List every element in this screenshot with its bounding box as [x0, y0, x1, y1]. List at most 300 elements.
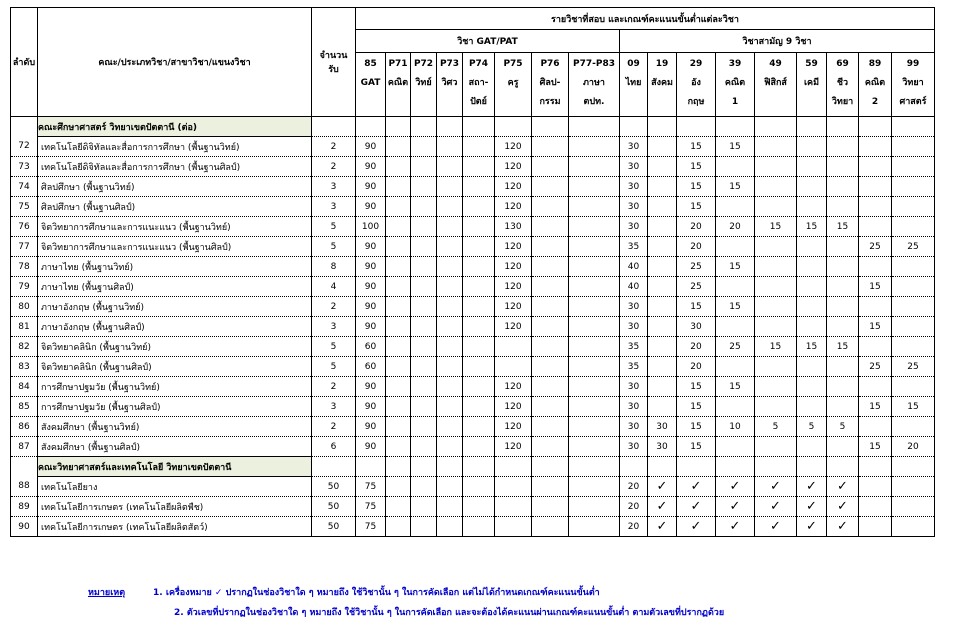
- score-cell: [463, 257, 495, 277]
- score-cell: 90: [356, 177, 386, 197]
- score-cell: 120: [495, 137, 532, 157]
- score-cell: 15: [677, 177, 716, 197]
- score-cell: [386, 477, 411, 497]
- program-name: จิตวิทยาการศึกษาและการแนะแนว (พื้นฐานวิทย์): [38, 217, 312, 237]
- score-cell: [386, 417, 411, 437]
- check-icon: ✓: [755, 477, 797, 497]
- score-cell: 15: [716, 137, 755, 157]
- section-blank-cell: [356, 117, 386, 137]
- section-blank-cell: [495, 117, 532, 137]
- score-cell: 120: [495, 397, 532, 417]
- program-name: ภาษาไทย (พื้นฐานศิลป์): [38, 277, 312, 297]
- score-cell: [386, 217, 411, 237]
- score-cell: [827, 177, 859, 197]
- score-cell: [892, 477, 935, 497]
- seat-count: 8: [312, 257, 356, 277]
- check-icon: ✓: [648, 517, 677, 537]
- section-blank-cell: [386, 117, 411, 137]
- score-cell: [532, 497, 569, 517]
- score-cell: 90: [356, 257, 386, 277]
- score-cell: [386, 297, 411, 317]
- score-cell: [463, 517, 495, 537]
- score-cell: 30: [620, 157, 648, 177]
- score-cell: [532, 177, 569, 197]
- score-cell: [495, 357, 532, 377]
- seat-count: 5: [312, 217, 356, 237]
- score-cell: 25: [677, 277, 716, 297]
- score-cell: [892, 297, 935, 317]
- score-cell: [569, 177, 620, 197]
- table-row: [11, 177, 935, 197]
- score-cell: 90: [356, 397, 386, 417]
- score-cell: [532, 197, 569, 217]
- subject-header-l1: 29: [689, 59, 703, 69]
- score-cell: [463, 397, 495, 417]
- score-cell: [463, 177, 495, 197]
- score-cell: 25: [892, 237, 935, 257]
- score-cell: [892, 277, 935, 297]
- section-blank-cell: [892, 457, 935, 477]
- score-cell: 15: [797, 217, 827, 237]
- program-name: เทคโนโลยีการเกษตร (เทคโนโลยีผลิตพืช): [38, 497, 312, 517]
- row-number: 81: [11, 317, 38, 337]
- score-cell: 35: [620, 237, 648, 257]
- table-row: [11, 377, 935, 397]
- subject-header-l2: ชีว: [836, 78, 849, 88]
- section-blank-cell: [569, 457, 620, 477]
- section-title: คณะศึกษาศาสตร์ วิทยาเขตปัตตานี (ต่อ): [38, 117, 312, 137]
- score-cell: 90: [356, 317, 386, 337]
- subject-header-l3: [620, 93, 647, 112]
- score-cell: [463, 297, 495, 317]
- table-row: [11, 477, 935, 497]
- score-cell: 5: [797, 417, 827, 437]
- section-row: [11, 457, 935, 477]
- score-cell: 120: [495, 197, 532, 217]
- note-1-text: 1. เครื่องหมาย ✓ ปรากฏในช่องวิชาใด ๆ หมายถึง ใช้วิชานั้น ๆ ในการคัดเลือก แต่ไม่ได้กำหนดเกณฑ์คะแนนขั้นต่ำ: [153, 588, 600, 598]
- score-cell: [437, 517, 463, 537]
- score-cell: [892, 377, 935, 397]
- header-gat-group: วิชา GAT/PAT: [356, 30, 620, 53]
- program-name: ภาษาไทย (พื้นฐานวิทย์): [38, 257, 312, 277]
- score-cell: [827, 157, 859, 177]
- table-row: [11, 417, 935, 437]
- seat-count: 2: [312, 417, 356, 437]
- program-name: สังคมศึกษา (พื้นฐานวิทย์): [38, 417, 312, 437]
- score-cell: 40: [620, 277, 648, 297]
- subject-header-l3: [797, 93, 826, 112]
- score-cell: [892, 317, 935, 337]
- seat-count: 5: [312, 357, 356, 377]
- subject-header-l1: 89: [868, 59, 882, 69]
- score-cell: [716, 437, 755, 457]
- score-cell: 15: [716, 177, 755, 197]
- score-cell: [859, 217, 892, 237]
- score-cell: [569, 277, 620, 297]
- score-cell: [437, 337, 463, 357]
- subject-header-l3: [411, 93, 436, 112]
- score-cell: [859, 177, 892, 197]
- score-cell: 20: [620, 477, 648, 497]
- row-number: 83: [11, 357, 38, 377]
- section-blank-cell: [827, 457, 859, 477]
- score-cell: 30: [648, 437, 677, 457]
- score-cell: 20: [620, 497, 648, 517]
- score-cell: [411, 417, 437, 437]
- check-icon: ✓: [797, 517, 827, 537]
- note-line-2: [88, 606, 948, 626]
- subject-header-l3: [755, 93, 796, 112]
- score-cell: [437, 197, 463, 217]
- score-cell: [797, 257, 827, 277]
- row-number: 73: [11, 157, 38, 177]
- subject-header-l2: GAT: [360, 78, 381, 88]
- score-cell: [463, 197, 495, 217]
- score-cell: [386, 197, 411, 217]
- subject-header: [827, 53, 859, 117]
- section-blank-cell: [648, 117, 677, 137]
- score-cell: [797, 317, 827, 337]
- program-name: จิตวิทยาคลินิก (พื้นฐานวิทย์): [38, 337, 312, 357]
- subject-header-l3: [495, 93, 531, 112]
- section-blank-cell: [797, 457, 827, 477]
- score-cell: 120: [495, 417, 532, 437]
- section-blank-cell: [755, 117, 797, 137]
- score-cell: [569, 217, 620, 237]
- score-cell: [386, 397, 411, 417]
- subject-header-l1: 99: [906, 59, 920, 69]
- score-cell: [569, 417, 620, 437]
- score-cell: [569, 517, 620, 537]
- table-row: [11, 317, 935, 337]
- score-cell: [648, 257, 677, 277]
- score-cell: 35: [620, 357, 648, 377]
- score-cell: 15: [827, 217, 859, 237]
- section-blank-cell: [677, 457, 716, 477]
- subject-header: [356, 53, 386, 117]
- score-cell: [411, 317, 437, 337]
- score-cell: [411, 197, 437, 217]
- criteria-table-wrapper: [10, 7, 935, 537]
- program-name: เทคโนโลยีการเกษตร (เทคโนโลยีผลิตสัตว์): [38, 517, 312, 537]
- score-cell: [386, 177, 411, 197]
- check-icon: ✓: [716, 497, 755, 517]
- score-cell: 20: [677, 217, 716, 237]
- section-blank-cell: [437, 117, 463, 137]
- check-icon: ✓: [827, 497, 859, 517]
- score-cell: [495, 477, 532, 497]
- table-row: [11, 257, 935, 277]
- score-cell: [437, 157, 463, 177]
- score-cell: [411, 217, 437, 237]
- score-cell: [569, 437, 620, 457]
- subject-header-l2: สถา-: [468, 78, 489, 88]
- score-cell: [797, 137, 827, 157]
- score-cell: [716, 357, 755, 377]
- row-number: 76: [11, 217, 38, 237]
- subject-header-l1: P73: [439, 59, 460, 69]
- subject-header-l2: วิทยา: [902, 78, 924, 88]
- table-header: [11, 8, 935, 117]
- subject-header-l3: ศาสตร์: [899, 97, 927, 107]
- section-blank-cell: [716, 117, 755, 137]
- score-cell: [716, 277, 755, 297]
- score-cell: 25: [859, 237, 892, 257]
- row-number: 82: [11, 337, 38, 357]
- score-cell: 60: [356, 337, 386, 357]
- score-cell: 120: [495, 277, 532, 297]
- check-icon: ✓: [755, 497, 797, 517]
- score-cell: 15: [859, 397, 892, 417]
- score-cell: [755, 377, 797, 397]
- score-cell: [755, 277, 797, 297]
- subject-header-l3: [386, 93, 410, 112]
- score-cell: [569, 137, 620, 157]
- score-cell: [892, 257, 935, 277]
- score-cell: [569, 397, 620, 417]
- score-cell: [827, 377, 859, 397]
- table-row: [11, 197, 935, 217]
- seat-count: 2: [312, 297, 356, 317]
- subject-header: [755, 53, 797, 117]
- score-cell: [892, 217, 935, 237]
- score-cell: [569, 497, 620, 517]
- score-cell: [411, 437, 437, 457]
- subject-header-l1: P71: [388, 59, 408, 69]
- score-cell: [532, 257, 569, 277]
- subject-header-l1: 85: [364, 59, 377, 69]
- score-cell: 30: [620, 437, 648, 457]
- score-cell: [532, 217, 569, 237]
- score-cell: [648, 397, 677, 417]
- score-cell: [892, 177, 935, 197]
- score-cell: 25: [677, 257, 716, 277]
- program-name: การศึกษาปฐมวัย (พื้นฐานศิลป์): [38, 397, 312, 417]
- subject-header: [437, 53, 463, 117]
- subject-header-l3: กรรม: [539, 97, 561, 107]
- score-cell: 90: [356, 137, 386, 157]
- check-icon: ✓: [677, 497, 716, 517]
- score-cell: 90: [356, 197, 386, 217]
- row-number: 84: [11, 377, 38, 397]
- score-cell: 30: [677, 317, 716, 337]
- section-blank-cell: [356, 457, 386, 477]
- subject-header-l2: ไทย: [625, 78, 642, 88]
- seat-count: 4: [312, 277, 356, 297]
- subject-header: [620, 53, 648, 117]
- score-cell: 20: [716, 217, 755, 237]
- score-cell: [532, 417, 569, 437]
- section-blank-cell: [677, 117, 716, 137]
- score-cell: 20: [677, 337, 716, 357]
- score-cell: 15: [677, 137, 716, 157]
- score-cell: 120: [495, 157, 532, 177]
- score-cell: [411, 257, 437, 277]
- score-cell: [437, 437, 463, 457]
- score-cell: 90: [356, 157, 386, 177]
- score-cell: 15: [859, 437, 892, 457]
- score-cell: 15: [892, 397, 935, 417]
- score-cell: [411, 377, 437, 397]
- score-cell: [892, 197, 935, 217]
- score-cell: [827, 137, 859, 157]
- subject-header-l2: ครู: [507, 78, 519, 88]
- section-row: [11, 117, 935, 137]
- row-number: 74: [11, 177, 38, 197]
- score-cell: [755, 237, 797, 257]
- score-cell: 15: [755, 337, 797, 357]
- section-blank-cell: [312, 457, 356, 477]
- seat-count: 3: [312, 317, 356, 337]
- seat-count: 5: [312, 237, 356, 257]
- table-row: [11, 497, 935, 517]
- subject-header: [648, 53, 677, 117]
- score-cell: [463, 497, 495, 517]
- score-cell: [859, 417, 892, 437]
- table-row: [11, 277, 935, 297]
- score-cell: 15: [677, 197, 716, 217]
- section-blank-cell: [827, 117, 859, 137]
- score-cell: 25: [716, 337, 755, 357]
- row-number: 86: [11, 417, 38, 437]
- score-cell: 5: [755, 417, 797, 437]
- score-cell: 90: [356, 377, 386, 397]
- score-cell: 15: [716, 297, 755, 317]
- subject-header-l2: คณิต: [387, 78, 409, 88]
- score-cell: [411, 357, 437, 377]
- seat-count: 3: [312, 397, 356, 417]
- score-cell: [386, 337, 411, 357]
- score-cell: [859, 157, 892, 177]
- program-name: สังคมศึกษา (พื้นฐานศิลป์): [38, 437, 312, 457]
- score-cell: [411, 237, 437, 257]
- seat-count: 50: [312, 477, 356, 497]
- subject-header-l3: 1: [731, 97, 739, 107]
- score-cell: 15: [859, 277, 892, 297]
- score-cell: 90: [356, 237, 386, 257]
- score-cell: [532, 157, 569, 177]
- program-name: เทคโนโลยีดิจิทัลและสื่อการการศึกษา (พื้นฐานศิลป์): [38, 157, 312, 177]
- table-body: [11, 117, 935, 537]
- score-cell: [386, 357, 411, 377]
- subject-header-l2: ฟิสิกส์: [764, 78, 787, 88]
- score-cell: [386, 377, 411, 397]
- score-cell: [716, 397, 755, 417]
- score-cell: [827, 277, 859, 297]
- score-cell: [797, 357, 827, 377]
- subject-header-l2: ศิลป-: [539, 78, 561, 88]
- score-cell: [386, 237, 411, 257]
- score-cell: [411, 397, 437, 417]
- score-cell: [569, 477, 620, 497]
- subject-header-l3: ปัตย์: [470, 97, 487, 107]
- subject-header-l3: 2: [871, 97, 879, 107]
- seat-count: 3: [312, 177, 356, 197]
- score-cell: [648, 137, 677, 157]
- score-cell: 90: [356, 277, 386, 297]
- section-blank-cell: [411, 457, 437, 477]
- score-cell: [797, 377, 827, 397]
- score-cell: [437, 377, 463, 397]
- section-blank-cell: [495, 457, 532, 477]
- subject-header-l2: คณิต: [724, 78, 746, 88]
- score-cell: [827, 437, 859, 457]
- score-cell: 90: [356, 297, 386, 317]
- section-blank-cell: [620, 457, 648, 477]
- section-title: คณะวิทยาศาสตร์และเทคโนโลยี วิทยาเขตปัตตานี: [38, 457, 312, 477]
- score-cell: 75: [356, 497, 386, 517]
- score-cell: [532, 317, 569, 337]
- score-cell: 15: [677, 437, 716, 457]
- score-cell: 30: [620, 197, 648, 217]
- score-cell: 15: [677, 417, 716, 437]
- score-cell: 15: [677, 377, 716, 397]
- score-cell: 15: [677, 397, 716, 417]
- check-icon: ✓: [716, 517, 755, 537]
- score-cell: [569, 157, 620, 177]
- score-cell: [532, 477, 569, 497]
- score-cell: 20: [677, 357, 716, 377]
- subject-header-l1: P77-P83: [573, 59, 615, 69]
- check-icon: ✓: [677, 477, 716, 497]
- subject-header-l1: P76: [540, 59, 560, 69]
- subject-header-l2: ภาษา: [583, 78, 605, 88]
- table-row: [11, 137, 935, 157]
- score-cell: [437, 497, 463, 517]
- subject-header: [859, 53, 892, 117]
- score-cell: [827, 357, 859, 377]
- score-cell: [386, 497, 411, 517]
- score-cell: [411, 517, 437, 537]
- score-cell: [437, 357, 463, 377]
- score-cell: [755, 317, 797, 337]
- score-cell: [755, 137, 797, 157]
- table-row: [11, 397, 935, 417]
- score-cell: 25: [859, 357, 892, 377]
- criteria-table: [10, 7, 935, 537]
- score-cell: 20: [892, 437, 935, 457]
- score-cell: [827, 237, 859, 257]
- subject-header-l2: วิศว: [441, 78, 458, 88]
- table-row: [11, 297, 935, 317]
- header-common-group: วิชาสามัญ 9 วิชา: [620, 30, 935, 53]
- score-cell: [892, 497, 935, 517]
- seat-count: 6: [312, 437, 356, 457]
- row-number: 77: [11, 237, 38, 257]
- score-cell: [463, 277, 495, 297]
- subject-header-l1: P74: [468, 59, 489, 69]
- score-cell: [648, 177, 677, 197]
- program-name: จิตวิทยาการศึกษาและการแนะแนว (พื้นฐานศิลป์): [38, 237, 312, 257]
- score-cell: [648, 317, 677, 337]
- check-icon: ✓: [827, 477, 859, 497]
- row-number: 75: [11, 197, 38, 217]
- section-blank-cell: [716, 457, 755, 477]
- header-seats-line2: รับ: [328, 65, 339, 75]
- check-icon: ✓: [797, 497, 827, 517]
- score-cell: [463, 157, 495, 177]
- header-top-title: รายวิชาที่สอบ และเกณฑ์คะแนนขั้นต่ำแต่ละวิชา: [356, 8, 935, 30]
- subject-header-l1: 69: [836, 59, 849, 69]
- subject-header: [677, 53, 716, 117]
- score-cell: [386, 277, 411, 297]
- subject-header: [386, 53, 411, 117]
- program-name: ศิลปศึกษา (พื้นฐานวิทย์): [38, 177, 312, 197]
- score-cell: 10: [716, 417, 755, 437]
- score-cell: [648, 277, 677, 297]
- row-number: 85: [11, 397, 38, 417]
- score-cell: 30: [620, 397, 648, 417]
